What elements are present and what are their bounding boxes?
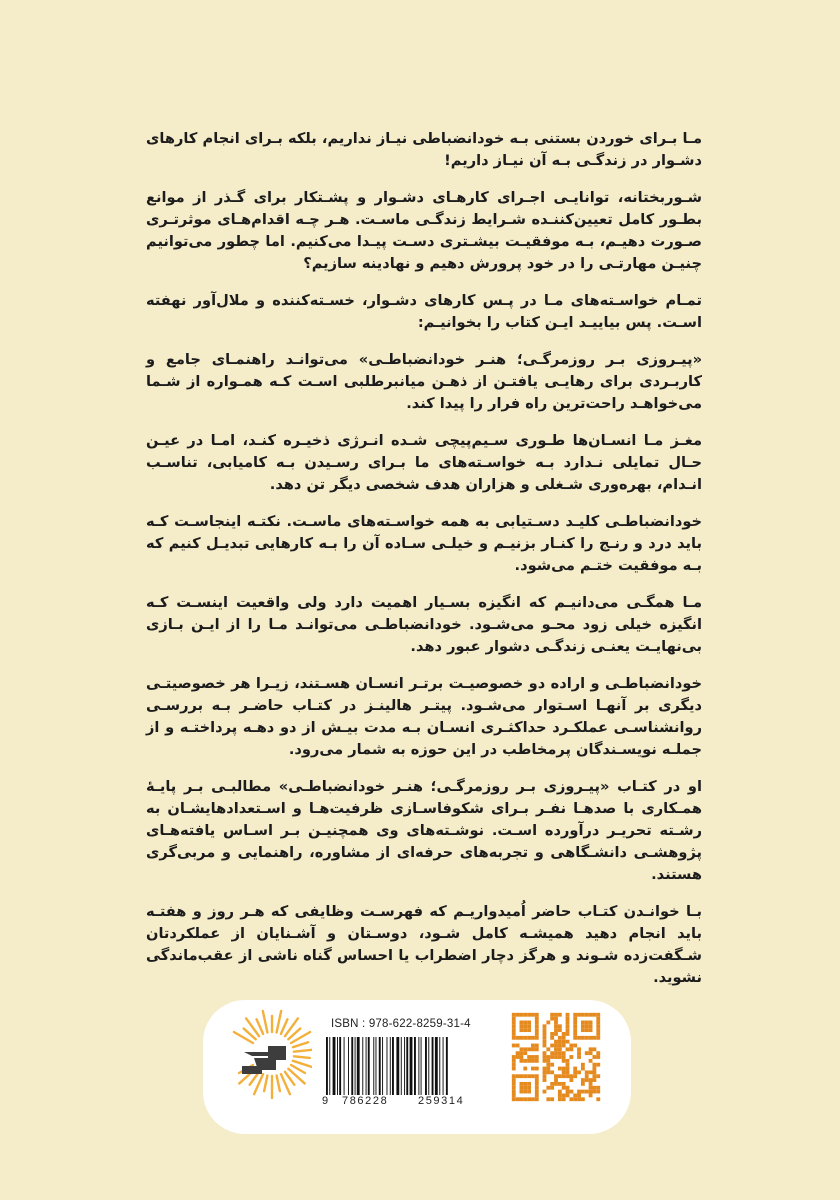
barcode-digits-group1: 786228 — [342, 1095, 389, 1107]
barcode-icon — [322, 1037, 490, 1095]
paragraph: خودانضباطـی و اراده دو خصوصیـت برتـر انسـان هسـتند، زیـرا هر خصوصیتـی دیگری بر آنهـا اسـتوار می‌شـود. پیتـر هالینـز در کتـاب حاضـر بـه بررسـی روانشناسـی عملکـرد حداکثـری انسـان بـه مدت بیـش از دو دهـه پرداختـه و از جملـه نویسـندگان پرمخاطب در این حوزه به شمار می‌رود. — [146, 675, 702, 758]
paragraph: او در کتـاب «پیـروزی بـر روزمرگـی؛ هنـر خودانضباطـی» مطالبـی بـر پایـهٔ همـکاری با صدهـا نفـر بـرای شکوفاسـازی ظرفیت‌هـا و اسـتعدادهایشـان به رشـته تحریـر درآورده اسـت. نوشـته‌های وی همچنیـن بـر اسـاس یافته‌هـای پژوهشـی دانشـگاهی و تجربه‌های حرفه‌ای از مشاوره، راهنمایی و مربی‌گری هستند. — [146, 778, 702, 883]
barcode-digit-first: 9 — [322, 1095, 329, 1107]
paragraph: بـا خوانـدن کتـاب حاضر اُمیدواریـم که فهرسـت وظایفی که هـر روز و هفتـه باید انجام دهید همیشـه کامل شـود، دوسـتان و آشـنایان از عملکردتان شـگفت‌زده شـوند و هرگز دچار اضطراب یا احساس گناه ناشی از عقب‌ماندگی نشوید. — [146, 903, 702, 986]
paragraph: تمـام خواسـته‌های مـا در پـس کارهای دشـوار، خسـته‌کننده و ملال‌آور نهفته اسـت. پس بیاییـد ایـن کتاب را بخوانیـم: — [146, 292, 702, 331]
paragraph: شـوربختانه، توانایـی اجـرای کارهـای دشـوار و پشـتکار برای گـذر از موانع بطـور کامل تعیین‌کننـده شـرایط زندگـی ماسـت. هـر چـه اقدام‌هـای موثرتـری صـورت دهیـم، بـه موفقیـت بیشـتری دسـت پیـدا می‌کنیم. اما چطور می‌توانیم چنیـن مهارتـی را در خود پرورش دهیم و نهادینه سازیم؟ — [146, 189, 702, 272]
paragraph: «پیـروزی بـر روزمرگـی؛ هنـر خودانضباطـی» می‌توانـد راهنمـای جامع و کاربـردی برای رهایـی یافتـن از ذهـن میانبرطلبی اسـت کـه همـواره از شـما می‌خواهـد راحت‌ترین راه فرار را پیدا کند. — [146, 351, 702, 412]
barcode-digits-group2: 259314 — [418, 1095, 465, 1107]
isbn-label: ISBN : 978-622-8259-31-4 — [331, 1018, 471, 1030]
back-cover-text — [146, 128, 702, 1004]
publisher-sun-logo-icon — [228, 1008, 312, 1102]
paragraph: مـا همگـی می‌دانیـم که انگیزه بسـیار اهمیت دارد ولی واقعیت اینسـت کـه انگیزه خیلی زود محـو می‌شـود. خودانضباطـی می‌توانـد مـا را از ایـن بـازی بی‌نهایـت یعنـی زندگـی دشوار عبور دهد. — [146, 594, 702, 655]
qr-code-icon — [508, 1009, 604, 1105]
paragraph: خودانضباطـی کلیـد دسـتیابی به همه خواسـته‌های ماسـت. نکتـه اینجاسـت کـه باید درد و رنـج را کنـار بزنیـم و خیلـی سـاده آن را بـه کارهایی تبدیـل کنیم که بـه موفقیت ختـم می‌شود. — [146, 513, 702, 574]
paragraph: مغـز مـا انسـان‌ها طـوری سـیم‌پیچی شـده انـرژی ذخیـره کنـد، امـا در عیـن حـال تمایلی نـدارد بـه خواسـته‌های ما بـرای رسـیدن بـه کامیابی، تناسـب انـدام، بهره‌وری شـغلی و هزاران هدف شخصی دیگر تن دهد. — [146, 432, 702, 493]
paragraph: مـا بـرای خوردن بستنی بـه خودانضباطی نیـاز نداریم، بلکه بـرای انجام کارهای دشـوار در زندگـی بـه آن نیـاز داریم! — [146, 130, 702, 169]
